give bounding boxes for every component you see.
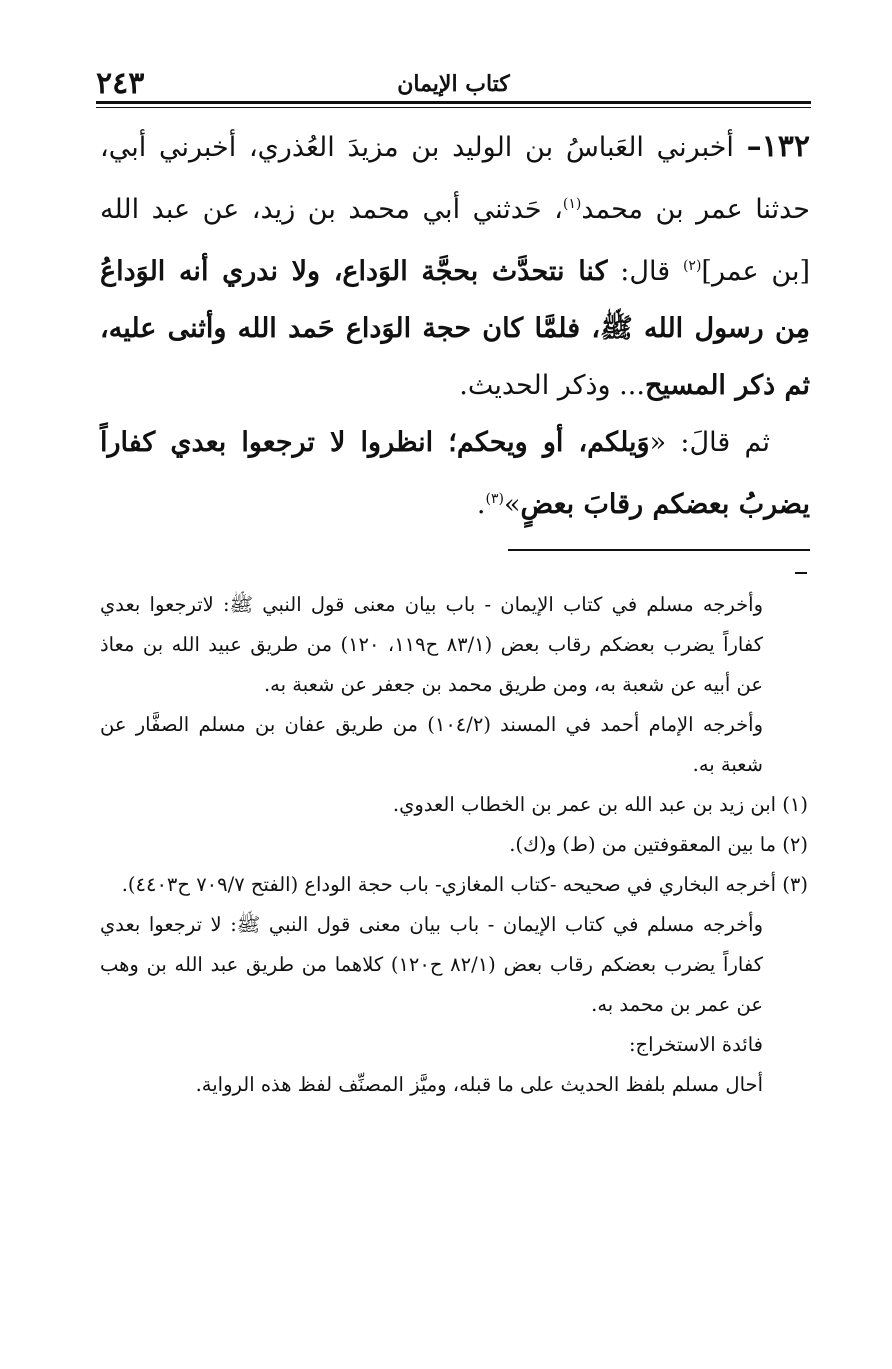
hadith-number: ١٣٢ xyxy=(761,129,810,164)
isnad-part-2: ، حَدثني أبي محمد بن زيد، عن عبد الله [بن عمر] xyxy=(100,194,810,287)
matn-bold: كنا نتحدَّث بحجَّة الوَداع، ولا ندري أنه الوَداعُ مِن رسول الله ﷺ، فلمَّا كان حجة الوَداع حَمد الله وأثنى عليه، ثم ذكر المسيح xyxy=(100,256,810,401)
footnote-ref-1: (١) xyxy=(562,196,582,212)
para2-intro: ثم قالَ: « xyxy=(649,427,771,458)
footnote-3-benefit-text: أحال مسلم بلفظ الحديث على ما قبله، وميَّز المصنِّف لفظ هذه الرواية. xyxy=(195,1073,763,1096)
isnad-part-1: أخبرني العَباسُ بن الوليد بن مزيدَ العُذري، أخبرني أبي، حدثنا عمر بن محمد xyxy=(100,132,811,225)
page-header xyxy=(96,66,811,102)
footnote-2: (٢) ما بين المعقوفتين من (ط) و(ك). xyxy=(509,833,808,856)
para2-close: » xyxy=(503,489,521,520)
footnote-continued-1: وأخرجه مسلم في كتاب الإيمان - باب بيان معنى قول النبي ﷺ: لاترجعوا بعدي كفاراً يضرب بعضكم رقاب بعض (٨٣/١ ح١١٩، ١٢٠) من طريق عبيد الله بن معاذ عن أبيه عن شعبة به، ومن طريق محمد بن جعفر عن شعبة به. xyxy=(100,593,763,696)
footnotes xyxy=(100,585,808,1105)
matn-tail: ... وذكر الحديث. xyxy=(459,370,645,401)
para2-end: . xyxy=(476,489,486,520)
footnote-ref-3: (٣) xyxy=(485,491,504,507)
hadith-dash: – xyxy=(746,129,762,164)
page-number: ٢٤٣ xyxy=(96,66,145,101)
main-text xyxy=(100,118,810,533)
header-rule-thick xyxy=(96,101,811,104)
footnote-3-muslim: وأخرجه مسلم في كتاب الإيمان - باب بيان معنى قول النبي ﷺ: لا ترجعوا بعدي كفاراً يضرب بعضكم رقاب بعض (٨٢/١ ح١٢٠) كلاهما من طريق عبد الله بن وهب عن عمر بن محمد به. xyxy=(100,913,763,1016)
header-rule-thin xyxy=(96,107,811,108)
footnote-separator xyxy=(508,549,810,551)
footnote-3-benefit-heading: فائدة الاستخراج: xyxy=(628,1033,763,1056)
footnote-ref-2: (٢) xyxy=(682,258,702,274)
hadith-paragraph xyxy=(100,118,810,414)
footnote-continuation-mark xyxy=(795,572,807,574)
running-title: كتاب الإيمان xyxy=(397,71,510,97)
footnote-3: (٣) أخرجه البخاري في صحيحه -كتاب المغازي- باب حجة الوداع (الفتح ٧٠٩/٧ ح٤٤٠٣). xyxy=(121,873,808,896)
hadith-paragraph-2 xyxy=(100,414,810,533)
para2-bold: وَيلكم، أو ويحكم؛ انظروا لا ترجعوا بعدي كفاراً يضربُ بعضكم رقابَ بعضٍ xyxy=(100,427,810,520)
qala-text: قال: xyxy=(607,256,683,287)
footnote-1: (١) ابن زيد بن عبد الله بن عمر بن الخطاب العدوي. xyxy=(392,793,808,816)
footnote-continued-2: وأخرجه الإمام أحمد في المسند (١٠٤/٢) من طريق عفان بن مسلم الصفَّار عن شعبة به. xyxy=(100,713,763,776)
